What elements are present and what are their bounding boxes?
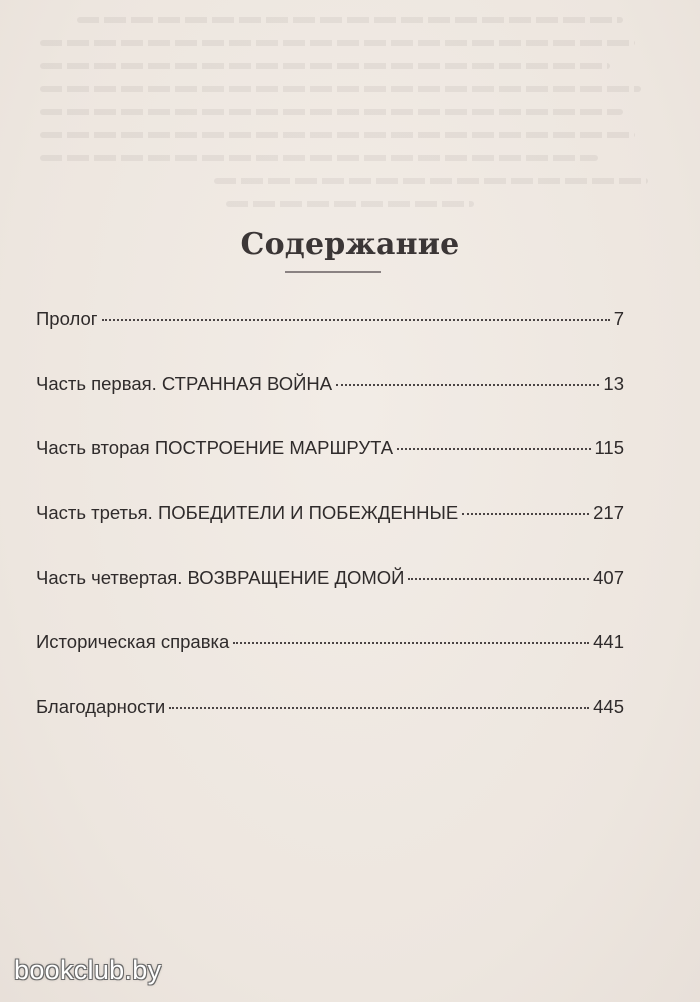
- toc-entry-page: 407: [593, 566, 624, 588]
- site-watermark: bookclub.by: [14, 955, 162, 985]
- toc-entry-label: Часть третья. ПОБЕДИТЕЛИ И ПОБЕЖДЕННЫЕ: [36, 502, 459, 524]
- toc-entry-label: Пролог: [36, 308, 98, 329]
- page-title: Содержание: [240, 227, 460, 262]
- toc-entry-label: Часть вторая ПОСТРОЕНИЕ МАРШРУТА: [36, 437, 394, 459]
- toc-entry-prologue: [36, 308, 624, 373]
- dot-leader: [408, 578, 589, 580]
- toc-entry-page: 13: [603, 372, 624, 394]
- toc-entry-part-1: [36, 373, 624, 438]
- dot-leader: [462, 513, 589, 515]
- toc-entry-page: 115: [594, 437, 624, 459]
- toc-entry-acknowledgements: [36, 696, 624, 761]
- toc-entry-label: Благодарности: [36, 696, 166, 718]
- toc-entry-page: 441: [593, 631, 624, 653]
- toc-entry-page: 7: [613, 308, 624, 329]
- dot-leader: [233, 642, 589, 644]
- toc-entry-page: 217: [593, 502, 624, 524]
- toc-entry-historical-note: [36, 631, 624, 696]
- toc-entry-part-3: [36, 502, 624, 567]
- toc-entry-part-2: [36, 437, 624, 502]
- toc-entry-page: 445: [593, 696, 624, 718]
- toc-entry-label: Часть первая. СТРАННАЯ ВОЙНА: [36, 372, 333, 394]
- table-of-contents: [36, 308, 624, 761]
- dot-leader: [336, 384, 599, 386]
- dot-leader: [397, 448, 590, 450]
- toc-entry-part-4: [36, 567, 624, 632]
- dot-leader: [169, 707, 589, 709]
- toc-entry-label: Часть четвертая. ВОЗВРАЩЕНИЕ ДОМОЙ: [36, 566, 405, 588]
- dot-leader: [102, 319, 610, 321]
- show-through-text: [40, 0, 660, 225]
- toc-entry-label: Историческая справка: [36, 631, 230, 653]
- title-underline: [285, 271, 381, 273]
